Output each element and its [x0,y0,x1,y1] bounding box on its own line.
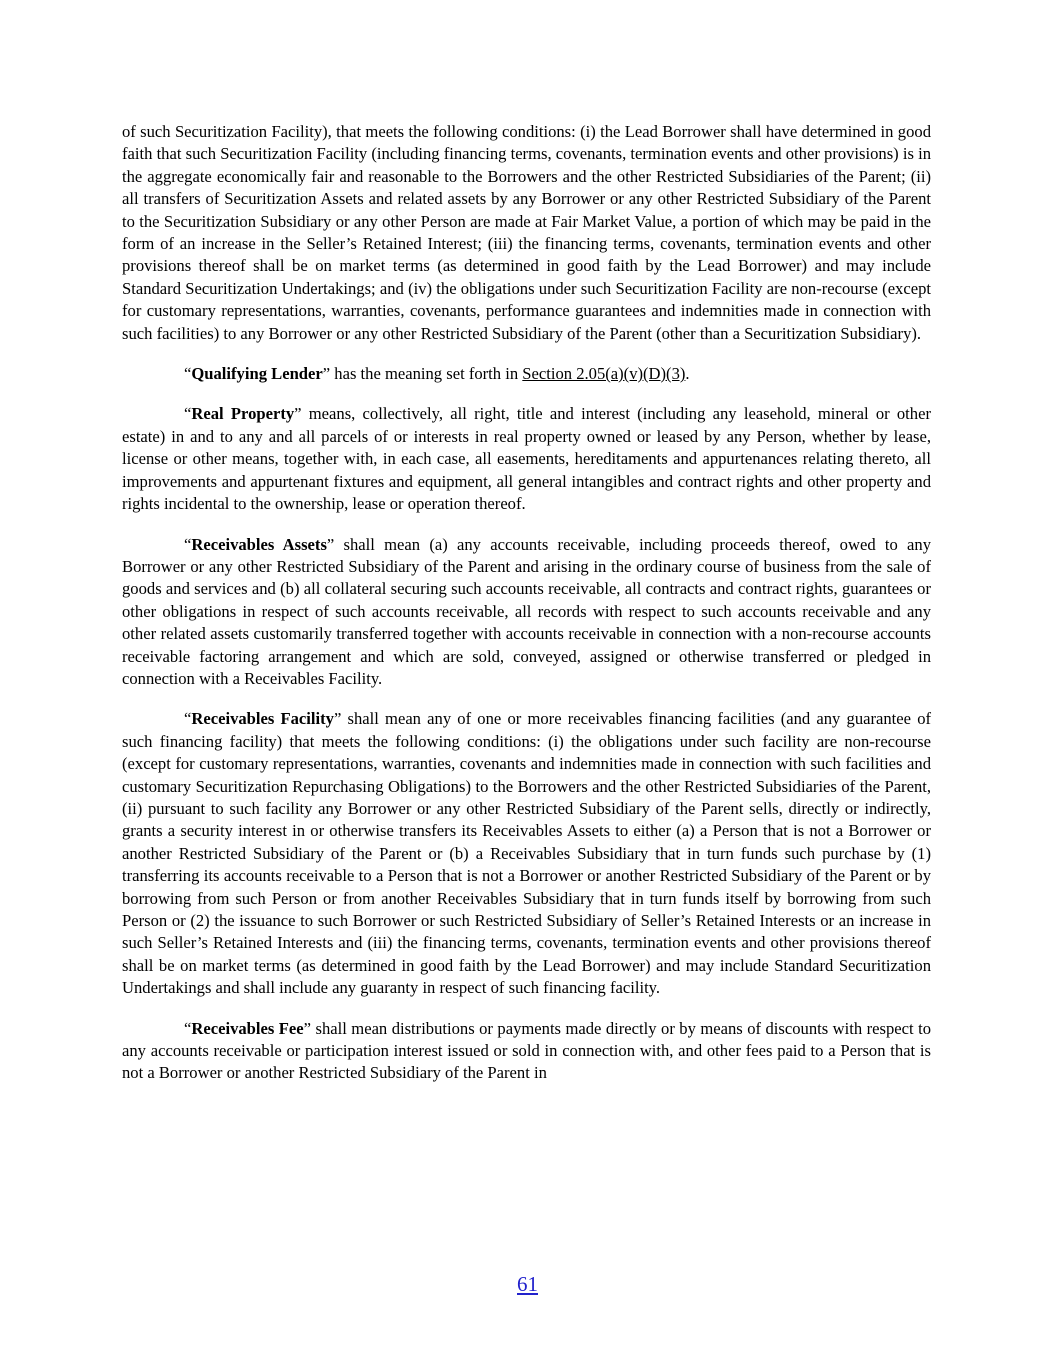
section-reference-link[interactable]: Section 2.05(a)(v)(D)(3) [522,364,686,384]
paragraph-text: ” has the meaning set forth in [322,364,523,384]
paragraph [122,363,931,385]
paragraph-text: “ [184,364,192,384]
paragraph-text: “ [184,404,192,424]
paragraph [122,708,931,999]
defined-term: Real Property [191,404,295,424]
page-number-link[interactable]: 61 [517,1272,538,1296]
paragraph [122,1018,931,1085]
defined-term: Qualifying Lender [191,364,323,384]
defined-term: Receivables Fee [191,1018,304,1038]
page-footer [0,1272,1055,1296]
defined-term: Receivables Facility [191,709,334,729]
paragraph-text: ” shall mean (a) any accounts receivable, including proceeds thereof, owed to any Borrower or any other Restricted Subsidiary of the Parent and arising in the ordinary course of business from the sale of goods and services and (b) all collateral securing such accounts receivable, all contracts and contract rights, guarantees or other obligations in respect of such accounts receivable, all records with respect to such accounts receivable and any other related assets customarily transferred together with accounts receivable in connection with a non-recourse accounts receivable factoring arrangement and which are sold, conveyed, assigned or otherwise transferred or pledged in connection with a Receivables Facility. [122,534,931,688]
paragraph-text: ” shall mean distributions or payments made directly or by means of discounts with respect to any accounts receivable or participation interest issued or sold in connection with, and other fees paid to a Person that is not a Borrower or another Restricted Subsidiary of the Parent in [122,1018,931,1083]
paragraph [122,403,931,515]
paragraph-text: “ [184,534,192,554]
document-body [122,121,931,1085]
paragraph-text: . [685,364,690,384]
paragraph-text: ” shall mean any of one or more receivables financing facilities (and any guarantee of such financing facility) that meets the following conditions: (i) the obligations under such facility are non-recourse (except for customary representations, warranties, covenants and indemnities made in connection with such facilities and customary Securitization Repurchasing Obligations) to the Borrowers and the other Restricted Subsidiaries of the Parent, (ii) pursuant to such facility any Borrower or any other Restricted Subsidiary of the Parent sells, directly or indirectly, grants a security interest in or otherwise transfers its Receivables Assets to either (a) a Person that is not a Borrower or another Restricted Subsidiary of the Parent or (b) a Receivables Subsidiary that in turn funds such purchase by (1) transferring its accounts receivable to a Person that is not a Borrower or another Restricted Subsidiary of the Parent or by borrowing from such Person or from another Receivables Subsidiary that in turn funds itself by borrowing from such Person or (2) the issuance to such Borrower or such Restricted Subsidiary of Seller’s Retained Interests or an increase in such Seller’s Retained Interests and (iii) the financing terms, covenants, termination events and other provisions thereof shall be on market terms (as determined in good faith by the Lead Borrower) and may include Standard Securitization Undertakings and shall include any guaranty in respect of such financing facility. [122,709,932,998]
paragraph-text: ” means, collectively, all right, title and interest (including any leasehold, mineral or other estate) in and to any and all parcels of or interests in real property owned or leased by any Person, whether by lease, license or other means, together with, in each case, all easements, hereditaments and appurtenances relating thereto, all improvements and appurtenant fixtures and equipment, all general intangibles and contract rights and other property and rights incidental to the ownership, lease or operation thereof. [122,404,931,514]
paragraph-text: “ [184,1018,192,1038]
paragraph [122,121,931,345]
paragraph-text: of such Securitization Facility), that meets the following conditions: (i) the Lead Borrower shall have determined in good faith that such Securitization Facility (including financing terms, covenants, termination events and other provisions) is in the aggregate economically fair and reasonable to the Borrowers and the other Restricted Subsidiaries of the Parent; (ii) all transfers of Securitization Assets and related assets by any Borrower or any other Restricted Subsidiary of the Parent to the Securitization Subsidiary or any other Person are made at Fair Market Value, a portion of which may be paid in the form of an increase in the Seller’s Retained Interest; (iii) the financing terms, covenants, termination events and other provisions thereof shall be on market terms (as determined in good faith by the Lead Borrower) and may include Standard Securitization Undertakings; and (iv) the obligations under such Securitization Facility are non-recourse (except for customary representations, warranties, covenants, performance guarantees and indemnities made in connection with such facilities) to any Borrower or any other Restricted Subsidiary of the Parent (other than a Securitization Subsidiary). [122,122,931,343]
defined-term: Receivables Assets [191,534,327,554]
paragraph-text: “ [184,709,192,729]
paragraph [122,534,931,691]
